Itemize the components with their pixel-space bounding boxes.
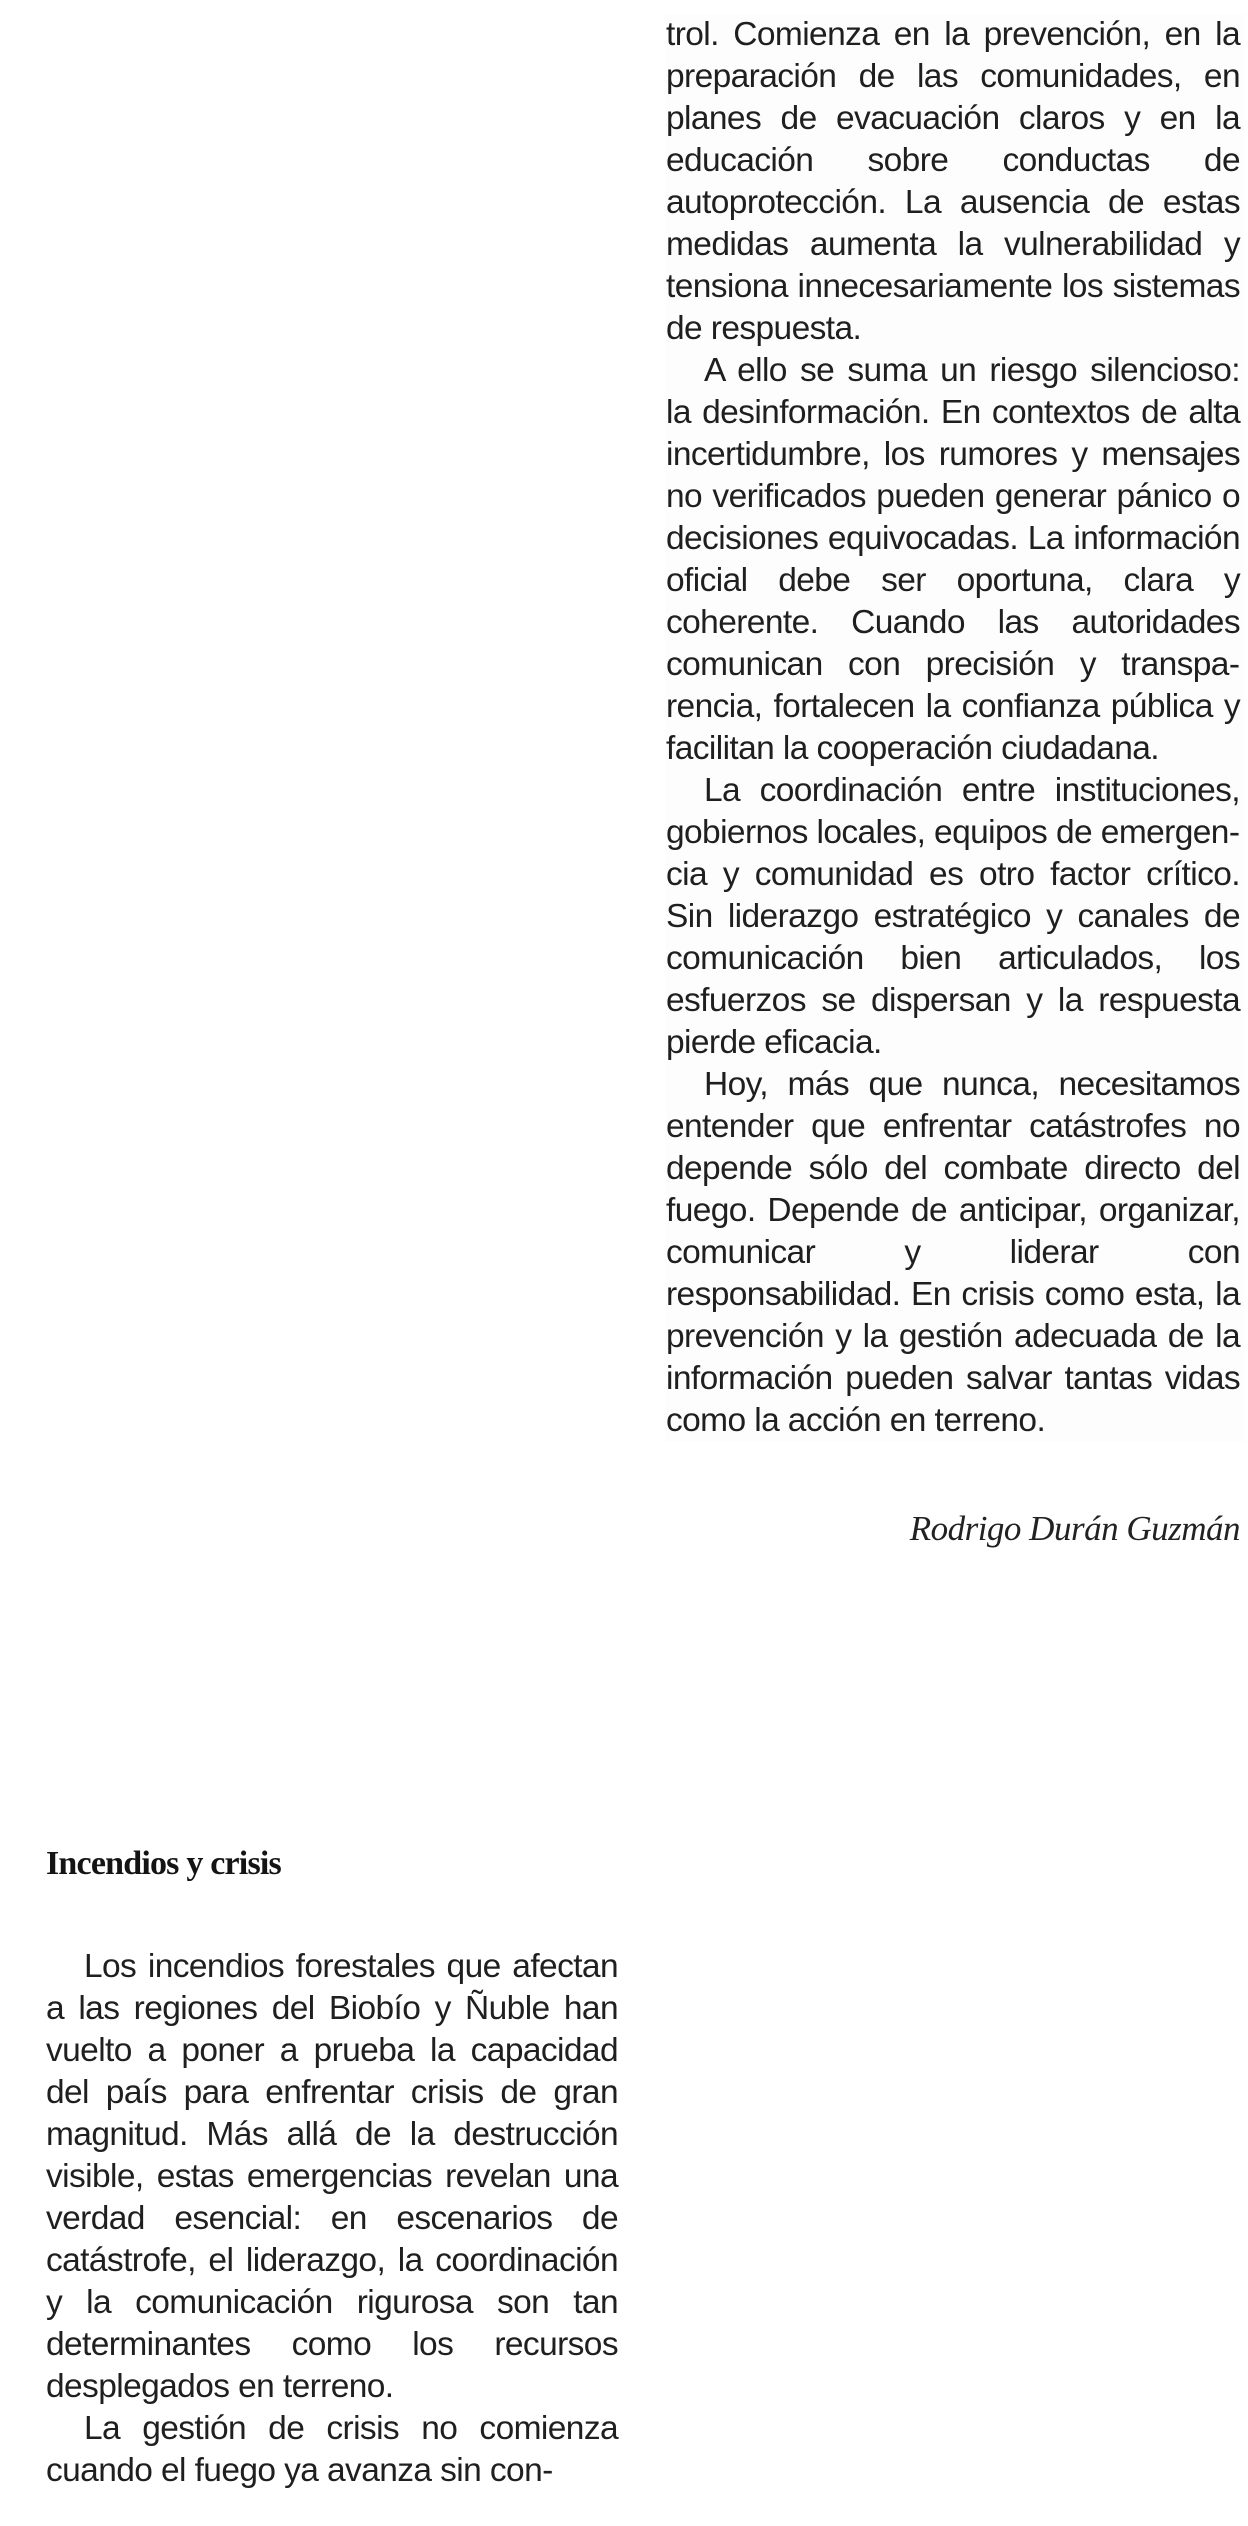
article-column-left: [46, 1946, 618, 2492]
paragraph: La coordinación entre instituciones, gobiernos locales, equipos de emergencia y comunidad es otro factor crítico. Sin liderazgo estratégico y canales de comunicación bien articulados, los esfuerzos se dispersan y la respuesta pierde eficacia.: [666, 772, 1240, 1061]
paragraph: trol. Comienza en la prevención, en la preparación de las comunidades, en planes de evacuación claros y en la educación sobre conductas de autoprotección. La ausencia de estas medidas aumenta la vulnerabilidad y tensiona innecesariamente los sistemas de respuesta.: [666, 16, 1240, 347]
paragraph: Hoy, más que nunca, necesitamos entender que enfrentar catástrofes no depende sólo del combate directo del fuego. Depende de anticipar, organizar, comunicar y liderar con responsabilidad. En crisis como esta, la prevención y la gestión adecuada de la información pueden salvar tantas vidas como la acción en terreno.: [666, 1066, 1240, 1439]
article-column-right: [666, 14, 1244, 1442]
paragraph: A ello se suma un riesgo silencioso: la desinformación. En contextos de alta incertidumbre, los rumores y mensajes no verificados pueden generar pánico o decisiones equivocadas. La información oficial debe ser oportuna, clara y coherente. Cuando las autoridades comunican con precisión y transparencia, fortalecen la confianza pública y facilitan la cooperación ciudadana.: [666, 352, 1240, 767]
paragraph: Los incendios forestales que afectan a las regiones del Biobío y Ñuble han vuelto a poner a prueba la capacidad del país para enfrentar crisis de gran magnitud. Más allá de la destrucción visible, estas emergencias revelan una verdad esencial: en escenarios de catástrofe, el liderazgo, la coordinación y la comunicación rigurosa son tan determinantes como los recursos desplegados en terreno.: [46, 1948, 618, 2405]
paragraph: La gestión de crisis no comienza cuando el fuego ya avanza sin con-: [46, 2410, 618, 2489]
author-signature: Rodrigo Durán Guzmán: [909, 1509, 1240, 1548]
article-headline: Incendios y crisis: [46, 1845, 281, 1882]
